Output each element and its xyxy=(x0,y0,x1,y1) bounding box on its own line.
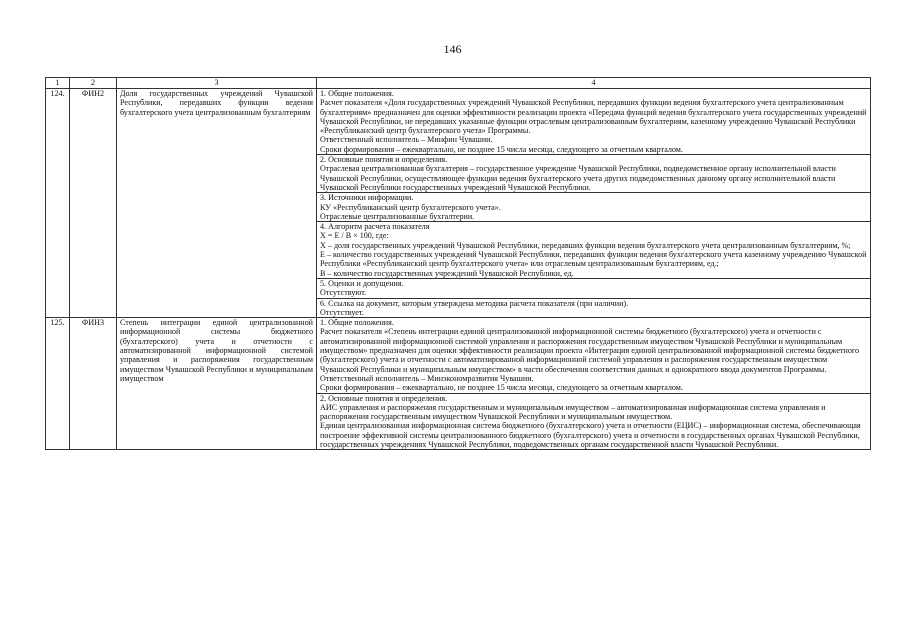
header-cell-4: 4 xyxy=(317,78,871,89)
header-cell-2: 2 xyxy=(70,78,117,89)
formula: X = E / B × 100, где: xyxy=(320,231,389,241)
section-line: 2. Основные понятия и определения. xyxy=(320,155,448,165)
section-line: Ответственный исполнитель – Минэкономразвития Чувашии. xyxy=(320,373,534,383)
section-definitions xyxy=(317,154,870,192)
section-sources xyxy=(317,192,870,221)
section-line: 5. Оценки и допущения. xyxy=(320,278,404,288)
section-line: Сроки формирования – ежеквартально, не позднее 15 числа месяца, следующего за отчетным кварталом. xyxy=(320,144,683,154)
section-reference xyxy=(317,298,870,318)
section-line: Отраслевая централизованная бухгалтерия – государственное учреждение Чувашской Республики, подведомственное органу исполнительной власти Чувашской Республики, осуществляющее функции ведения бухгалтерского учета других подведомственных данному органу исполнительной власти Чувашской Республики государственных учреждений Чувашской Республики. xyxy=(320,164,836,192)
section-line: Расчет показателя «Доля государственных учреждений Чувашской Республики, передавших функции ведения бухгалтерского учета централизованным бухгалтериям» предназначен для оценки эффективности реализации проекта «Передача функций ведения бухгалтерского учета государственных учреждений Чувашской Республики, не передавших указанные функции отраслевым централизованным бухгалтериям, казенному учреждению Чувашской Республики «Республиканский центр бухгалтерского учета» Программы. xyxy=(320,98,867,136)
section-line: Сроки формирования – ежеквартально, не позднее 15 числа месяца, следующего за отчетным кварталом. xyxy=(320,383,683,393)
table-row xyxy=(46,89,871,318)
indicator-name: Доля государственных учреждений Чувашской Республики, передавших функции ведения бухгалтерского учета централизованным бухгалтериям xyxy=(117,89,317,318)
header-cell-1: 1 xyxy=(46,78,70,89)
section-general xyxy=(317,89,870,154)
section-definitions xyxy=(317,393,870,450)
table-header-row xyxy=(46,78,871,89)
indicator-table xyxy=(45,77,871,450)
row-number: 125. xyxy=(46,318,70,450)
section-line: E – количество государственных учреждений Чувашской Республики, передавших функции ведения бухгалтерского учета казенному учреждению Чувашской Республики «Республиканский центр бухгалтерского учета» или отраслевым централизованным бухгалтериям, ед.; xyxy=(320,250,867,269)
indicator-description xyxy=(317,318,871,450)
section-line: 4. Алгоритм расчета показателя xyxy=(320,222,430,232)
section-general xyxy=(317,318,870,392)
section-line: 3. Источники информации. xyxy=(320,193,414,203)
section-line: Отраслевые централизованные бухгалтерии. xyxy=(320,211,475,221)
section-line: X – доля государственных учреждений Чувашской Республики, передавших функции ведения бухгалтерского учета централизованным бухгалтериям, %; xyxy=(320,240,851,250)
header-cell-3: 3 xyxy=(117,78,317,89)
indicator-code: ФИН2 xyxy=(70,89,117,318)
indicator-code: ФИН3 xyxy=(70,318,117,450)
indicator-description xyxy=(317,89,871,318)
table-row xyxy=(46,318,871,450)
indicator-name: Степень интеграции единой централизованной информационной системы бюджетного (бухгалтерского) учета и отчетности с автоматизированной информационной системой управления и распоряжения государственным имуществом Чувашской Республики и муниципальным имуществом xyxy=(117,318,317,450)
section-line: Единая централизованная информационная система бюджетного (бухгалтерского) учета и отчетности (ЕЦИС) – информационная система, обеспечивающая построение эффективной системы централизованного бюджетного (бухгалтерского) учета и отчетности в государственных органах Чувашской Республики, государственных учреждениях Чувашской Республики, подведомственных органам государственной власти Чувашской Республики. xyxy=(320,421,861,449)
section-line: Отсутствует. xyxy=(320,307,364,317)
section-line: 1. Общие положения. xyxy=(320,89,394,98)
section-line: 6. Ссылка на документ, которым утверждена методика расчета показателя (при наличии). xyxy=(320,298,629,308)
section-line: 2. Основные понятия и определения. xyxy=(320,393,448,403)
section-algorithm xyxy=(317,221,870,278)
section-line: КУ «Республиканский центр бухгалтерского учета». xyxy=(320,202,501,212)
section-line: Отсутствуют. xyxy=(320,288,367,298)
row-number: 124. xyxy=(46,89,70,318)
section-line: Ответственный исполнитель – Минфин Чувашии. xyxy=(320,135,493,145)
section-line: Расчет показателя «Степень интеграции единой централизованной информационной системы бюджетного (бухгалтерского) учета и отчетности с автоматизированной информационной системой управления и распоряжения государственным имуществом Чувашской Республики и муниципальным имуществом» предназначен для оценки эффективности реализации проекта «Интеграция единой централизованной информационной системы бюджетного (бухгалтерского) учета и отчетности с автоматизированной информационной системой управления и распоряжения государственным имуществом Чувашской Республики и муниципальным имуществом» в части обеспечения соответствия данных и однократного ввода документов Программы. xyxy=(320,327,860,374)
section-assumptions xyxy=(317,278,870,298)
section-line: B – количество государственных учреждений Чувашской Республики, ед. xyxy=(320,268,574,278)
section-line: 1. Общие положения. xyxy=(320,318,394,328)
section-line: АИС управления и распоряжения государственным и муниципальным имуществом – автоматизированная информационная система управления и распоряжения государственным имуществом Чувашской Республики и муниципальным имуществом. xyxy=(320,402,826,422)
page-number: 146 xyxy=(443,42,462,56)
